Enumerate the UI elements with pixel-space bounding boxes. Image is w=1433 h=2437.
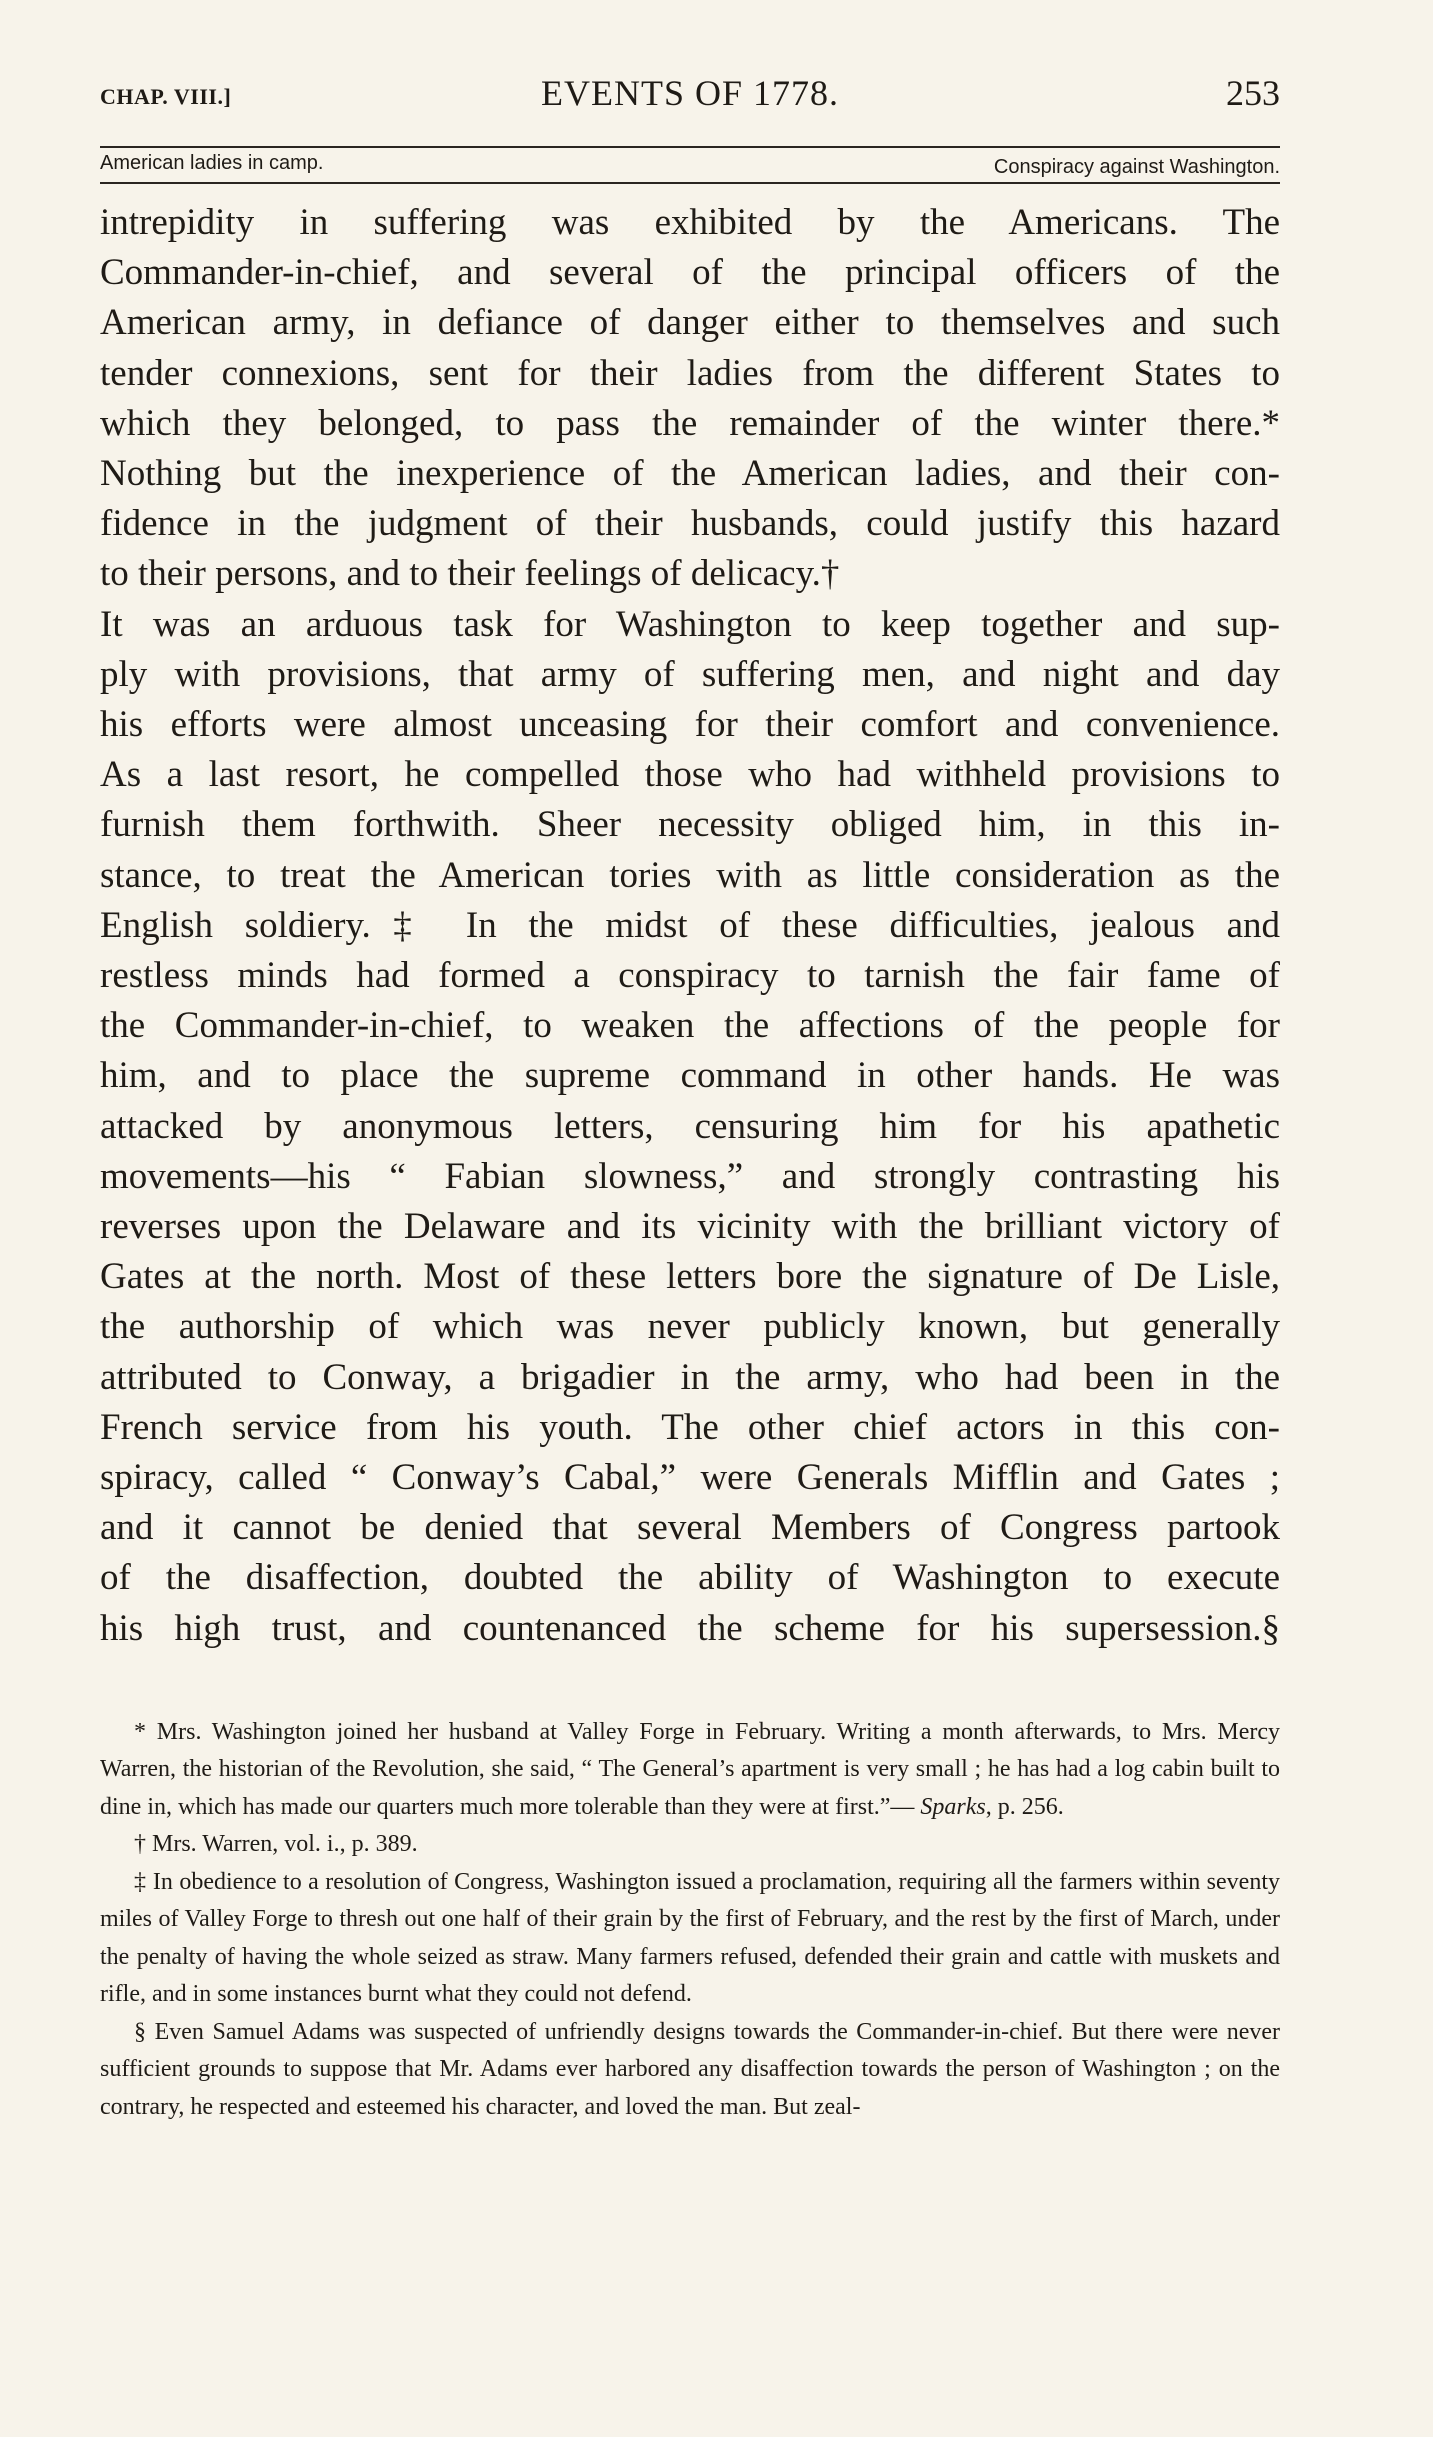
page-number: 253 <box>1226 73 1280 113</box>
subhead-rule <box>100 182 1280 184</box>
body-text <box>100 198 1280 1654</box>
footnote-4: § Even Samuel Adams was suspected of unfriendly designs towards the Commander-in-chief. But there were never sufficient grounds to suppose that Mr. Adams ever harbored any disaffection towards the person of Washington ; on the contrary, he respected and esteemed his character, and loved the man. But zeal- <box>100 2018 1280 2120</box>
body-line: It was an arduous task for Washington to keep together and sup- <box>100 603 1280 645</box>
body-line: restless minds had formed a conspiracy to tarnish the fair fame of <box>100 955 1280 997</box>
body-line: his high trust, and countenanced the scheme for his supersession.§ <box>100 1607 1280 1649</box>
body-line: to their persons, and to their feelings of delicacy.† <box>100 553 840 595</box>
body-line: spiracy, called “ Conway’s Cabal,” were Generals Mifflin and Gates ; <box>100 1457 1280 1499</box>
body-line: the authorship of which was never publicly known, but generally <box>100 1306 1280 1348</box>
body-line: fidence in the judgment of their husbands, could justify this hazard <box>100 503 1280 545</box>
subheads <box>100 148 1280 182</box>
body-line: ply with provisions, that army of suffering men, and night and day <box>100 653 1280 695</box>
body-line: of the disaffection, doubted the ability of Washington to execute <box>100 1557 1280 1599</box>
running-head <box>100 70 1280 128</box>
body-line: Gates at the north. Most of these letters bore the signature of De Lisle, <box>100 1256 1280 1298</box>
body-line: him, and to place the supreme command in other hands. He was <box>100 1055 1280 1097</box>
footnote-1-text: * Mrs. Washington joined her husband at Valley Forge in February. Writing a month afterwards, to Mrs. Mercy Warren, the historian of the Revolution, she said, “ The General’s apartment is very small ; he has had a log cabin built to dine in, which has made our quarters much more tolerable than they were at first.”— <box>100 1718 1280 1820</box>
body-line: and it cannot be denied that several Members of Congress partook <box>100 1507 1280 1549</box>
book-page <box>100 70 1280 2126</box>
body-line: which they belonged, to pass the remainder of the winter there.* <box>100 402 1280 444</box>
footnote-1 <box>100 1714 1280 1827</box>
body-line: stance, to treat the American tories with as little consideration as the <box>100 854 1280 896</box>
body-line: the Commander-in-chief, to weaken the affections of the people for <box>100 1005 1280 1047</box>
body-line: movements—his “ Fabian slowness,” and strongly contrasting his <box>100 1155 1280 1197</box>
body-line: his efforts were almost unceasing for their comfort and convenience. <box>100 704 1280 746</box>
body-line: tender connexions, sent for their ladies from the different States to <box>100 352 1280 394</box>
subhead-left: American ladies in camp. <box>100 152 324 174</box>
body-line: attributed to Conway, a brigadier in the army, who had been in the <box>100 1356 1280 1398</box>
body-line: American army, in defiance of danger either to themselves and such <box>100 302 1280 344</box>
footnote-1-source: Sparks <box>920 1793 986 1820</box>
body-line: intrepidity in suffering was exhibited by the Americans. The <box>100 202 1280 243</box>
subhead-right: Conspiracy against Washington. <box>993 156 1280 178</box>
footnote-3: ‡ In obedience to a resolution of Congress, Washington issued a proclamation, requiring all the farmers within seventy miles of Valley Forge to thresh out one half of their grain by the first of February, and the rest by the first of March, under the penalty of having the whole seized as straw. Many farmers refused, defended their grain and cattle with muskets and rifle, and in some instances burnt what they could not defend. <box>100 1868 1280 2008</box>
body-line: furnish them forthwith. Sheer necessity obliged him, in this in- <box>100 804 1280 846</box>
body-line: English soldiery.‡ In the midst of these difficulties, jealous and <box>100 904 1280 946</box>
body-line: reverses upon the Delaware and its vicinity with the brilliant victory of <box>100 1206 1280 1248</box>
body-line: Commander-in-chief, and several of the principal officers of the <box>100 252 1280 294</box>
chapter-label: CHAP. VIII.] <box>100 84 232 109</box>
page-title: EVENTS OF 1778. <box>540 73 839 113</box>
footnote-2: † Mrs. Warren, vol. i., p. 389. <box>134 1831 418 1858</box>
body-line: As a last resort, he compelled those who had withheld provisions to <box>100 754 1280 796</box>
footnote-1-page: , p. 256. <box>985 1793 1064 1820</box>
body-line: attacked by anonymous letters, censuring him for his apathetic <box>100 1105 1280 1147</box>
body-line: French service from his youth. The other chief actors in this con- <box>100 1406 1280 1448</box>
body-line: Nothing but the inexperience of the American ladies, and their con- <box>100 453 1280 495</box>
footnotes <box>100 1714 1280 2127</box>
